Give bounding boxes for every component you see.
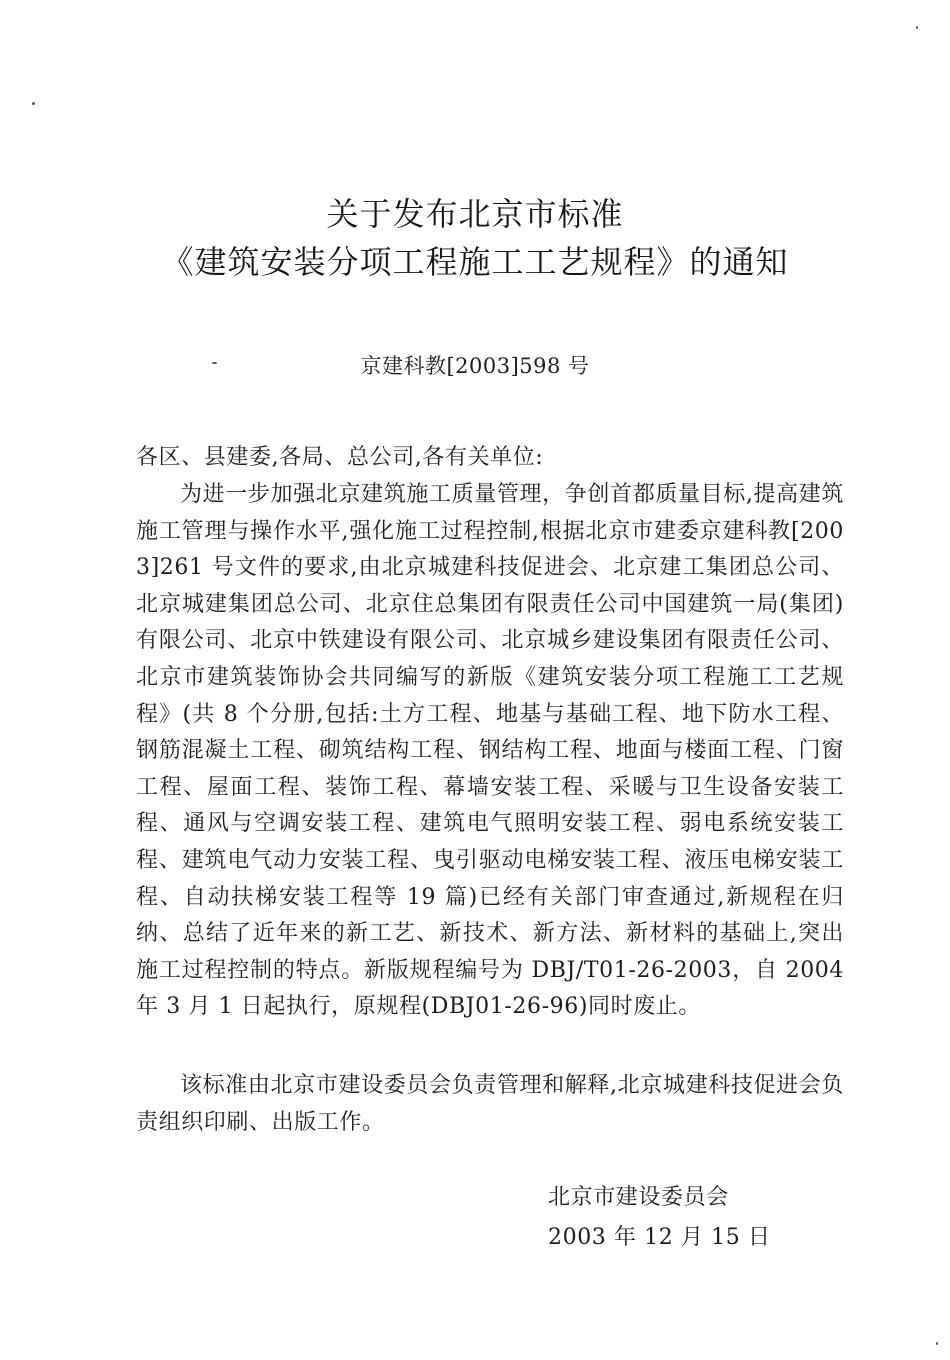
notice-title-line2: 《建筑安装分项工程施工工艺规程》的通知 (161, 243, 789, 281)
scan-speck (916, 26, 918, 29)
signature-date: 2003 年 12 月 15 日 (548, 1225, 771, 1250)
scan-speck (936, 1342, 938, 1345)
scan-speck (32, 102, 35, 105)
document-number: 京建科教[2003]598 号 (360, 354, 590, 378)
scan-speck (212, 362, 217, 364)
body-paragraph-2: 该标准由北京市建设委员会负责管理和解释,北京城建科技促进会负责组织印刷、出版工作。 (136, 1073, 844, 1135)
signature-organization: 北京市建设委员会 (548, 1185, 729, 1210)
salutation: 各区、县建委,各局、总公司,各有关单位: (136, 445, 544, 470)
body-paragraph-1: 为进一步加强北京建筑施工质量管理，争创首都质量目标,提高建筑施工管理与操作水平,强化施工过程控制,根据北京市建委京建科教[2003]261 号文件的要求,由北京城建科技促进会、北京建工集团总公司、北京城建集团总公司、北京住总集团有限责任公司中国建筑一局(集团)有限公司、北京中铁建设有限公司、北京城乡建设集团有限责任公司、北京市建筑装饰协会共同编写的新版《建筑安装分项工程施工工艺规程》(共 8 个分册,包括:土方工程、地基与基础工程、地下防水工程、钢筋混凝土工程、砌筑结构工程、钢结构工程、地面与楼面工程、门窗工程、屋面工程、装饰工程、幕墙安装工程、采暖与卫生设备安装工程、通风与空调安装工程、建筑电气照明安装工程、弱电系统安装工程、建筑电气动力安装工程、曳引驱动电梯安装工程、液压电梯安装工程、自动扶梯安装工程等 19 篇)已经有关部门审查通过,新规程在归纳、总结了近年来的新工艺、新技术、新方法、新材料的基础上,突出施工过程控制的特点。新版规程编号为 DBJ/T01-26-2003，自 2004 年 3 月 1 日起执行，原规程(DBJ01-26-96)同时废止。 (136, 482, 844, 1020)
notice-title-line1: 关于发布北京市标准 (326, 195, 624, 233)
